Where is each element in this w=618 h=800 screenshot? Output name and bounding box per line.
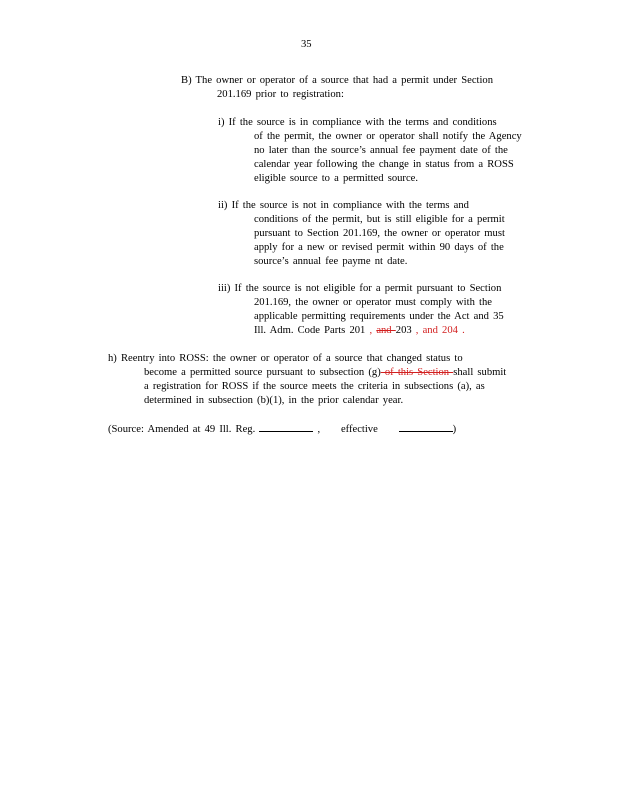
page-number: 35 <box>301 39 312 50</box>
effective-blank <box>399 422 453 432</box>
item-h-line-2 <box>144 366 506 379</box>
inserted-period: . <box>457 325 465 336</box>
struck-of-this-section: of this Section <box>380 367 454 378</box>
item-h-line-1: h) Reentry into ROSS: the owner or operator of a source that changed status to <box>108 353 463 364</box>
item-iii-line-3: applicable permitting requirements under the Act and 35 <box>254 311 504 322</box>
effective-label: effective <box>340 424 378 435</box>
inserted-and-204: , and 204 <box>411 325 458 336</box>
item-h-line-3: a registration for ROSS if the source meets the criteria in subsections (a), as <box>144 381 485 392</box>
item-ii-line-2: conditions of the permit, but is still eligible for a permit <box>254 214 505 225</box>
item-i-line-1: i) If the source is in compliance with the terms and conditions <box>218 117 497 128</box>
source-note-prefix: (Source: Amended at 49 Ill. Reg. <box>108 424 256 435</box>
item-ii-line-4: apply for a new or revised permit within 90 days of the <box>254 242 504 253</box>
item-iii-line-1: iii) If the source is not eligible for a permit pursuant to Section <box>218 283 502 294</box>
item-h-line-2-a: become a permitted source pursuant to subsection (g) <box>144 367 381 378</box>
item-i-line-5: eligible source to a permitted source. <box>254 173 418 184</box>
item-ii-line-1: ii) If the source is not in compliance with the terms and <box>218 200 469 211</box>
item-iii-line-2: 201.169, the owner or operator must comply with the <box>254 297 492 308</box>
item-i-line-2: of the permit, the owner or operator shall notify the Agency <box>254 131 522 142</box>
item-b-line-2: 201.169 prior to registration: <box>217 89 344 100</box>
part-203: 203 <box>395 325 412 336</box>
item-iii-line-4-text: Ill. Adm. Code Parts 201 <box>254 325 366 336</box>
item-h-line-2-b: shall submit <box>453 367 507 378</box>
struck-and: and <box>376 325 396 336</box>
reg-blank <box>259 422 313 432</box>
item-ii-line-5: source’s annual fee payme nt date. <box>254 256 408 267</box>
item-ii-line-3: pursuant to Section 201.169, the owner or operator must <box>254 228 505 239</box>
source-comma: , <box>313 424 321 435</box>
inserted-comma: , <box>365 325 377 336</box>
source-note <box>108 422 456 436</box>
item-iii-line-4 <box>254 324 465 337</box>
source-close-paren: ) <box>452 424 457 435</box>
item-h-line-4: determined in subsection (b)(1), in the prior calendar year. <box>144 395 404 406</box>
item-b-line-1: B) The owner or operator of a source that had a permit under Section <box>181 75 494 86</box>
item-i-line-4: calendar year following the change in status from a ROSS <box>254 159 514 170</box>
item-i-line-3: no later than the source’s annual fee payment date of the <box>254 145 508 156</box>
